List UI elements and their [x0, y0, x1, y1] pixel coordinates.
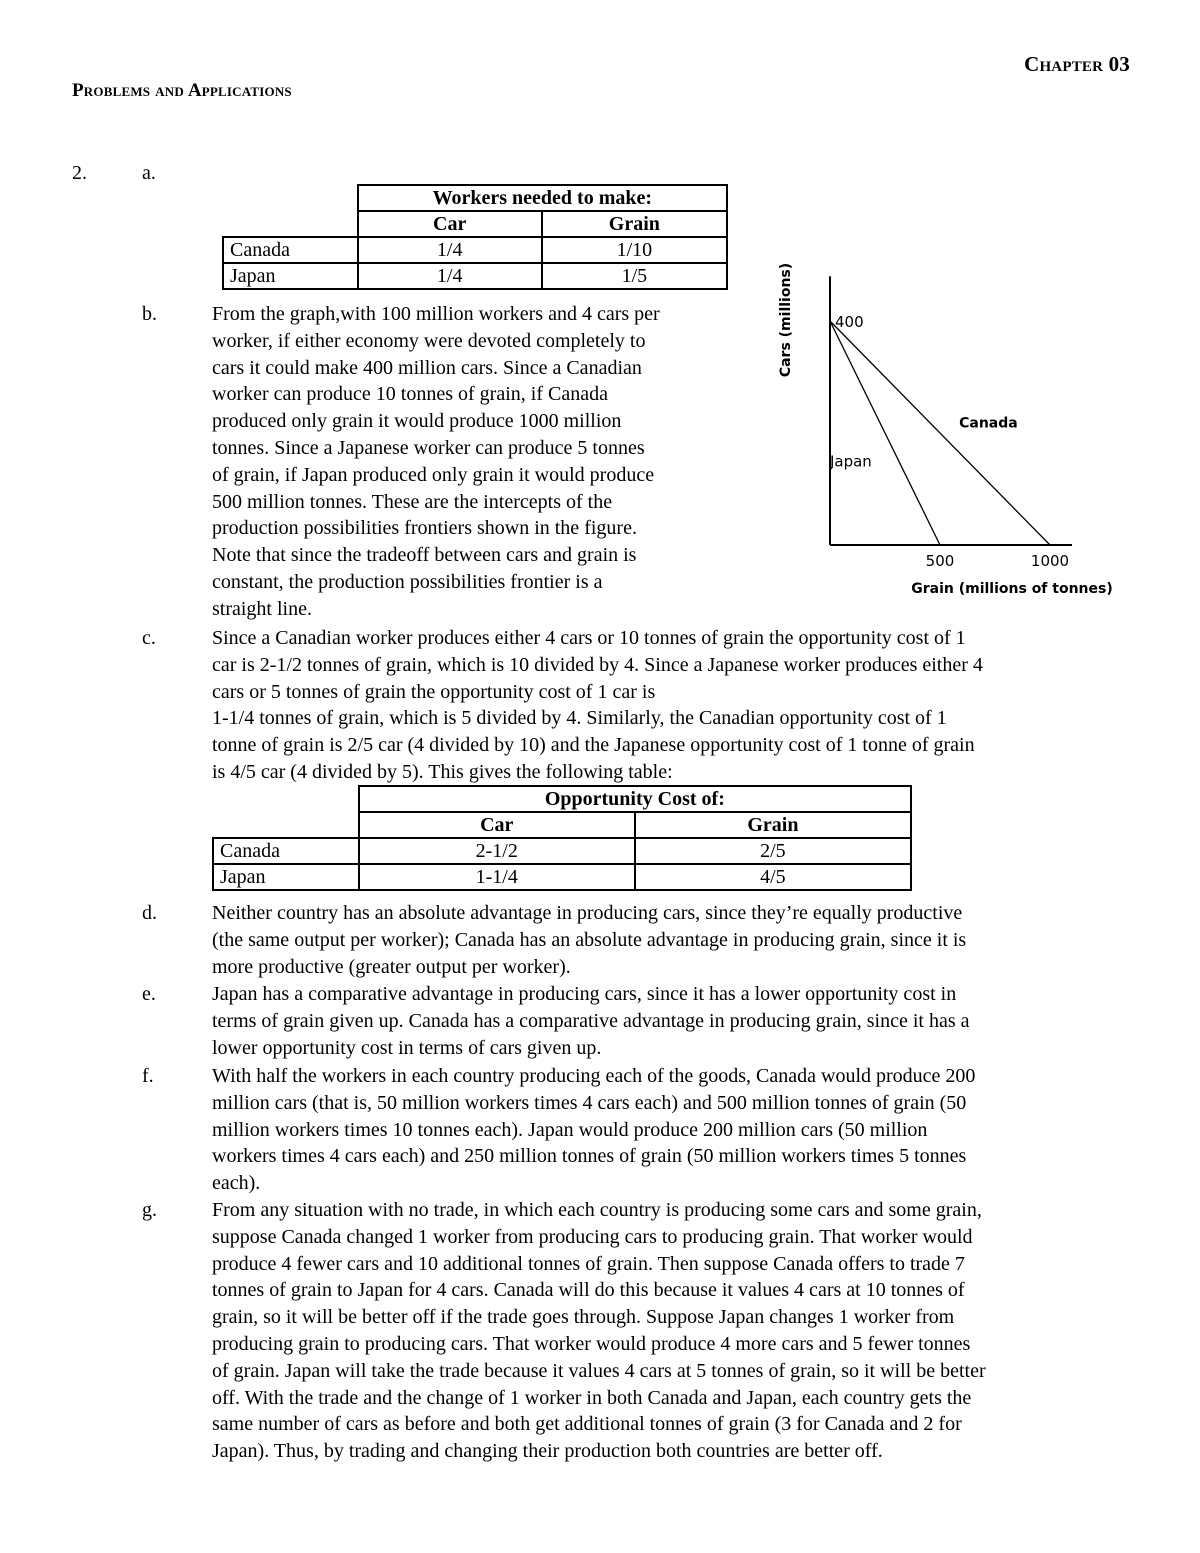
table1-row-country: Canada [223, 237, 358, 263]
table-row [213, 838, 911, 864]
text-line: off. With the trade and the change of 1 worker in both Canada and Japan, each country gets the [212, 1386, 972, 1409]
table-row [223, 263, 727, 289]
table1-row-country: Japan [223, 263, 358, 289]
part-d-label: d. [142, 902, 157, 924]
x-tick-label: 500 [925, 552, 955, 570]
text-line: worker, if either economy were devoted completely to [212, 329, 646, 352]
text-line: Japan has a comparative advantage in producing cars, since it has a lower opportunity cost in [212, 983, 957, 1005]
table2-row-country: Japan [213, 864, 359, 890]
part-b-label: b. [142, 303, 157, 325]
table1-cell: 1/4 [358, 237, 542, 263]
part-f-label: f. [142, 1065, 154, 1087]
text-line: of grain, if Japan produced only grain it would produce [212, 463, 655, 486]
chart-ticks [835, 313, 1069, 570]
text-line: of grain. Japan will take the trade because it values 4 cars at 5 tonnes of grain, so it will be better [212, 1359, 986, 1382]
table2-cell: 4/5 [635, 864, 911, 890]
opportunity-cost-table [212, 785, 912, 891]
text-line: Japan). Thus, by trading and changing their production both countries are better off. [212, 1440, 883, 1463]
table2-cell: 1-1/4 [359, 864, 635, 890]
text-line: terms of grain given up. Canada has a comparative advantage in producing grain, since it has a [212, 1009, 970, 1032]
part-g-label: g. [142, 1199, 157, 1221]
text-line: From the graph,with 100 million workers and 4 cars per [212, 303, 660, 325]
part-c-label: c. [142, 627, 156, 649]
table1-cell: 1/4 [358, 263, 542, 289]
text-line: grain, so it will be better off if the trade goes through. Suppose Japan changes 1 worker from [212, 1306, 955, 1329]
part-f-text [212, 1063, 1152, 1197]
series-line-japan [830, 321, 940, 545]
text-line: workers times 4 cars each) and 250 million tonnes of grain (50 million workers times 5 tonnes [212, 1145, 967, 1168]
text-line: produce 4 fewer cars and 10 additional tonnes of grain. Then suppose Canada offers to trade 7 [212, 1252, 965, 1275]
y-axis-label: Cars (millions) [778, 262, 794, 378]
table2-col-grain: Grain [635, 812, 911, 838]
text-line: car is 2-1/2 tonnes of grain, which is 10 divided by 4. Since a Japanese worker produces either 4 [212, 653, 983, 676]
text-line: is 4/5 car (4 divided by 5). This gives the following table: [212, 760, 673, 783]
text-line: 500 million tonnes. These are the intercepts of the [212, 490, 613, 513]
text-line: cars or 5 tonnes of grain the opportunity cost of 1 car is [212, 680, 656, 703]
part-e-text [212, 981, 1152, 1061]
text-line: each). [212, 1172, 261, 1195]
part-c-text [212, 625, 1142, 786]
text-line: production possibilities frontiers shown in the figure. [212, 517, 637, 540]
table2-col-car: Car [359, 812, 635, 838]
table-row [223, 237, 727, 263]
chapter-heading: Chapter 03 [1024, 52, 1130, 76]
text-line: million workers times 10 tonnes each). Japan would produce 200 million cars (50 million [212, 1118, 928, 1141]
text-line: tonnes. Since a Japanese worker can produce 5 tonnes [212, 436, 645, 459]
table2-cell: 2/5 [635, 838, 911, 864]
section-heading: Problems and Applications [72, 80, 292, 101]
text-line: (the same output per worker); Canada has an absolute advantage in producing grain, since it is [212, 928, 967, 951]
table1-cell: 1/10 [542, 237, 727, 263]
part-g-text [212, 1197, 1152, 1465]
part-b-text [212, 301, 752, 623]
chart-axes [830, 276, 1072, 545]
part-d-text [212, 900, 1152, 980]
text-line: produced only grain it would produce 1000 million [212, 410, 622, 433]
text-line: suppose Canada changed 1 worker from producing cars to producing grain. That worker would [212, 1225, 973, 1248]
table1-col-car: Car [358, 211, 542, 237]
text-line: same number of cars as before and both get additional tonnes of grain (3 for Canada and 2 for [212, 1413, 962, 1436]
table1-cell: 1/5 [542, 263, 727, 289]
text-line: From any situation with no trade, in which each country is producing some cars and some grain, [212, 1199, 982, 1221]
problem-number: 2. [72, 162, 87, 184]
text-line: Neither country has an absolute advantage in producing cars, since they’re equally productive [212, 902, 963, 924]
workers-needed-table [222, 184, 728, 290]
x-axis-label: Grain (millions of tonnes) [911, 581, 1113, 597]
table2-cell: 2-1/2 [359, 838, 635, 864]
table2-row-country: Canada [213, 838, 359, 864]
table1-col-grain: Grain [542, 211, 727, 237]
series-label-canada: Canada [959, 415, 1018, 432]
series-line-canada [830, 321, 1050, 545]
text-line: Note that since the tradeoff between cars and grain is [212, 544, 637, 567]
text-line: tonnes of grain to Japan for 4 cars. Canada will do this because it values 4 cars at 10 tonnes of [212, 1279, 965, 1302]
text-line: more productive (greater output per worker). [212, 955, 571, 978]
table-row [213, 864, 911, 890]
ppf-chart [760, 250, 1140, 610]
x-tick-label: 1000 [1030, 552, 1070, 570]
part-e-label: e. [142, 983, 156, 1005]
text-line: million cars (that is, 50 million workers times 4 cars each) and 500 million tonnes of grain (50 [212, 1091, 967, 1114]
text-line: straight line. [212, 597, 312, 620]
text-line: producing grain to producing cars. That worker would produce 4 more cars and 5 fewer tonnes [212, 1332, 971, 1355]
series-label-japan: Japan [829, 452, 872, 471]
text-line: cars it could make 400 million cars. Since a Canadian [212, 356, 642, 379]
part-a-label: a. [142, 162, 156, 184]
y-tick-label: 400 [835, 313, 864, 331]
text-line: Since a Canadian worker produces either 4 cars or 10 tonnes of grain the opportunity cost of 1 [212, 627, 966, 649]
text-line: constant, the production possibilities frontier is a [212, 570, 603, 593]
chart-series [829, 321, 1050, 545]
text-line: lower opportunity cost in terms of cars given up. [212, 1036, 602, 1059]
text-line: 1-1/4 tonnes of grain, which is 5 divided by 4. Similarly, the Canadian opportunity cost of 1 [212, 707, 947, 730]
text-line: tonne of grain is 2/5 car (4 divided by 10) and the Japanese opportunity cost of 1 tonne of grain [212, 734, 975, 757]
table2-title: Opportunity Cost of: [359, 786, 911, 812]
table1-title: Workers needed to make: [358, 185, 727, 211]
text-line: With half the workers in each country producing each of the goods, Canada would produce 200 [212, 1065, 976, 1087]
text-line: worker can produce 10 tonnes of grain, if Canada [212, 383, 608, 406]
